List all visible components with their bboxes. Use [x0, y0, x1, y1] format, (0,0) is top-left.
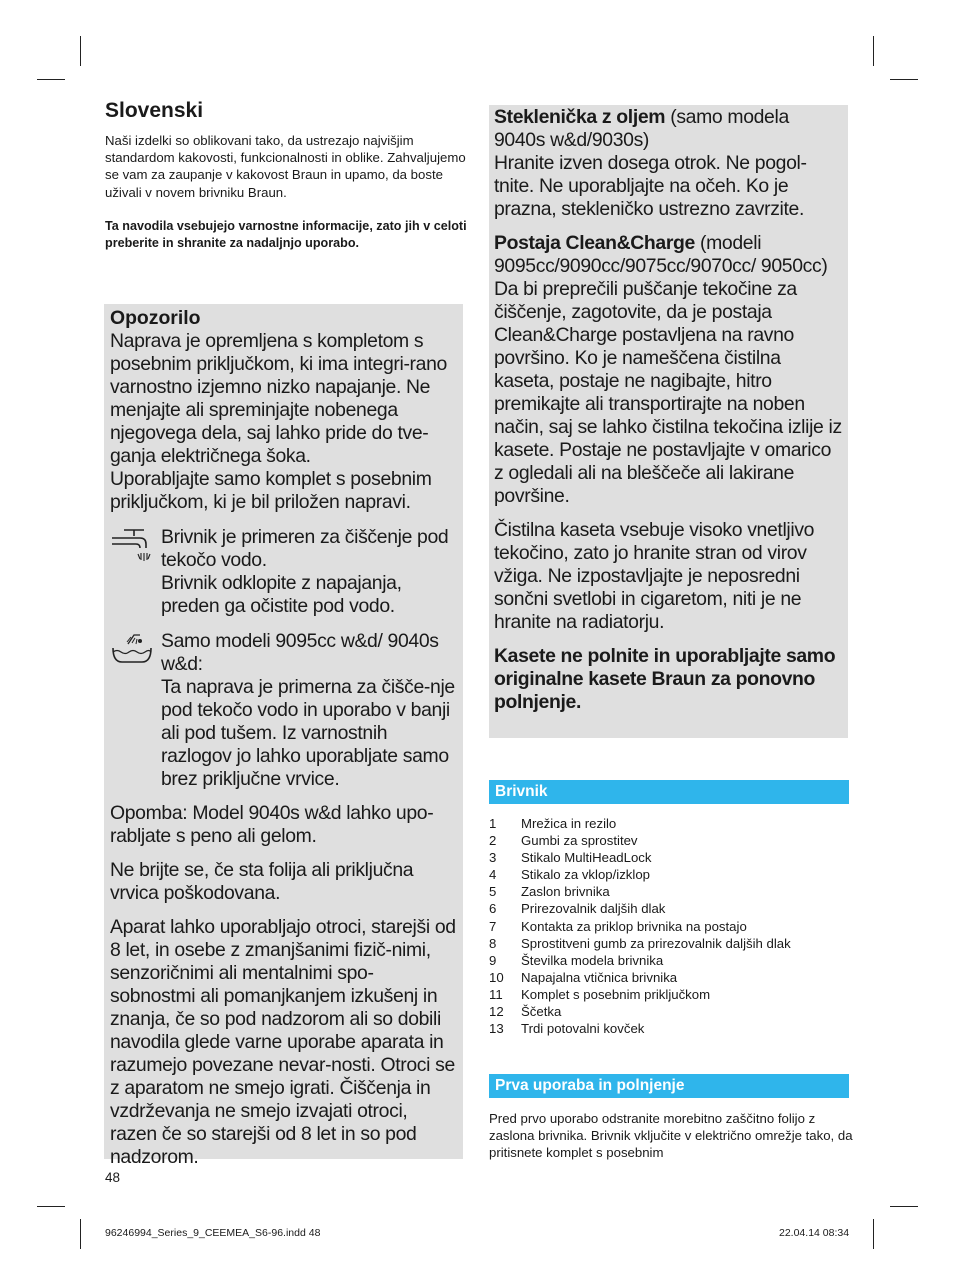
station-subtitle: (modeli 9095cc/9090cc/9075cc/9070cc/ 9050cc) — [494, 232, 828, 277]
tap-water-row — [110, 526, 457, 618]
bath-shower-row — [110, 630, 457, 791]
care-info-box — [489, 105, 848, 738]
section-bar-brivnik: Brivnik — [489, 780, 849, 804]
station-title: Postaja Clean&Charge — [494, 232, 695, 254]
part-number: 10 — [489, 969, 504, 985]
list-item — [489, 952, 869, 969]
part-label: Številka modela brivnika — [521, 952, 664, 968]
crop-mark — [37, 1206, 65, 1207]
part-number: 9 — [489, 952, 497, 968]
crop-mark — [80, 36, 81, 66]
crop-mark — [890, 79, 918, 80]
station-section — [494, 232, 843, 278]
part-label: Stikalo MultiHeadLock — [521, 850, 652, 866]
warning-paragraph: Opomba: Model 9040s w&d lahko upo-rabljate s peno ali gelom. — [110, 802, 434, 847]
section-bar-first-use: Prva uporaba in polnjenje — [489, 1074, 849, 1098]
bath-shower-text: Samo modeli 9095cc w&d/ 9040s w&d: — [161, 630, 439, 675]
crop-mark — [873, 1219, 874, 1249]
page-number: 48 — [105, 1170, 121, 1185]
list-item — [489, 1003, 869, 1020]
safety-note: Ta navodila vsebujejo varnostne informacije, zato jih v celoti preberite in shranite za nadaljnjo uporabo. — [105, 219, 467, 251]
part-number: 6 — [489, 901, 497, 917]
part-label: Mrežica in rezilo — [521, 816, 617, 831]
list-item — [489, 918, 869, 935]
warning-title: Opozorilo — [110, 307, 201, 329]
part-label: Ščetka — [521, 1004, 562, 1020]
part-label: Gumbi za sprostitev — [521, 833, 638, 849]
oil-bottle-section — [494, 106, 843, 152]
part-number: 13 — [489, 1021, 504, 1037]
page-heading: Slovenski — [105, 99, 204, 122]
footer-file-info: 96246994_Series_9_CEEMEA_S6-96.indd 48 — [105, 1227, 321, 1239]
crop-mark — [890, 1206, 918, 1207]
warning-paragraph: Ne brijte se, če sta folija ali priključna vrvica poškodovana. — [110, 859, 414, 904]
part-label: Komplet s posebnim priključkom — [521, 986, 711, 1002]
part-label: Stikalo za vklop/izklop — [521, 867, 651, 883]
list-item — [489, 1020, 869, 1037]
part-number: 5 — [489, 884, 497, 900]
station-text: Da bi preprečili puščanje tekočine za čiščenje, zagotovite, da je postaja Clean&Charge postavljena na ravno površino. Ko je nameščena čistilna kaseta, postaje ne nagibajte, hitro premikajte ali transportirajte na noben način, saj se lahko čistilna tekočina izlije iz kasete. Postaje ne postavljajte v omarico z ogledali ali na bleščeče ali lakirane površine. — [494, 278, 842, 507]
part-label: Napajalna vtičnica brivnika — [521, 969, 678, 985]
part-number: 2 — [489, 833, 497, 849]
warning-paragraph: Naprava je opremljena s kompletom s posebnim priključkom, ki ima integri-rano varnostno izjemno nizko napajanje. Ne menjajte ali spreminjajte nobenega njegovega dela, saj lahko pride do tve-ganja električnega šoka. — [110, 330, 447, 467]
part-number: 8 — [489, 935, 497, 951]
tap-water-text: Brivnik je primeren za čiščenje pod tekočo vodo. — [161, 526, 449, 571]
list-item — [489, 935, 869, 952]
footer-date: 22.04.14 08:34 — [779, 1227, 850, 1239]
list-item — [489, 969, 869, 986]
first-use-text: Pred prvo uporabo odstranite morebitno zaščitno folijo z zaslona brivnika. Brivnik vključite v električno omrežje tako, da pritisnete komplet s posebnim — [489, 1111, 853, 1161]
cartridge-text: Čistilna kaseta vsebuje visoko vnetljivo tekočino, zato jo hranite stran od virov vžiga. Ne izpostavljajte je neposredni sončni svetlobi in cigaretom, niti je ne hranite na radiatorju. — [494, 519, 815, 633]
list-item — [489, 866, 869, 883]
part-number: 4 — [489, 867, 497, 883]
crop-mark — [37, 79, 65, 80]
part-number: 3 — [489, 850, 497, 866]
part-label: Sprostitveni gumb za prirezovalnik daljših dlak — [521, 935, 791, 951]
part-label: Trdi potovalni kovček — [521, 1021, 645, 1037]
list-item — [489, 986, 869, 1003]
warning-box — [104, 304, 463, 1168]
part-number: 12 — [489, 1004, 504, 1020]
crop-mark — [873, 36, 874, 66]
list-item — [489, 815, 869, 832]
list-item — [489, 900, 869, 917]
list-item — [489, 832, 869, 849]
part-number: 1 — [489, 816, 497, 831]
bath-shower-text: Ta naprava je primerna za čišče-nje pod tekočo vodo in uporabo v banji ali pod tušem. Iz varnostnih razlogov jo lahko uporabljate samo brez priključne vrvice. — [161, 676, 455, 790]
parts-list — [489, 815, 869, 1037]
warning-paragraph: Uporabljajte samo komplet s posebnim priključkom, ki je bil priložen napravi. — [110, 468, 432, 513]
part-label: Prirezovalnik daljših dlak — [521, 901, 666, 917]
intro-text: Naši izdelki so oblikovani tako, da ustrezajo najvišjim standardom kakovosti, funkcionalnosti in oblike. Zahvaljujemo se vam za zaupanje v kakovost Braun in upamo, da boste uživali v novem brivniku Braun. — [105, 133, 466, 200]
part-number: 7 — [489, 918, 497, 934]
bath-shower-icon — [110, 632, 154, 666]
refill-warning: Kasete ne polnite in uporabljajte samo originalne kasete Braun za ponovno polnjenje. — [494, 645, 836, 713]
tap-water-icon — [110, 528, 154, 568]
warning-paragraph: Aparat lahko uporabljajo otroci, starejši od 8 let, in osebe z zmanjšanimi fizič-nimi, senzoričnimi ali mentalnimi spo-sobnostmi ali pomanjkanjem izkušenj in znanja, če so pod nadzorom ali so dobili navodila glede varne uporabe aparata in razumejo povezane nevar-nosti. Otroci se z aparatom ne smejo igrati. Čiščenja in vzdrževanja ne smejo izvajati otroci, razen če so starejši od 8 let in so pod nadzorom. — [110, 916, 456, 1168]
oil-bottle-text: Hranite izven dosega otrok. Ne pogol-tnite. Ne uporabljajte na očeh. Ko je prazna, stekleničko ustrezno zavrzite. — [494, 152, 807, 220]
list-item — [489, 849, 869, 866]
tap-water-text: Brivnik odklopite z napajanja, preden ga očistite pod vodo. — [161, 572, 402, 617]
part-number: 11 — [489, 986, 503, 1002]
oil-bottle-subtitle: (samo modela 9040s w&d/9030s) — [494, 106, 789, 151]
part-label: Zaslon brivnika — [521, 884, 610, 900]
list-item — [489, 883, 869, 900]
part-label: Kontakta za priklop brivnika na postajo — [521, 918, 747, 934]
oil-bottle-title: Steklenička z oljem — [494, 106, 666, 128]
crop-mark — [80, 1219, 81, 1249]
